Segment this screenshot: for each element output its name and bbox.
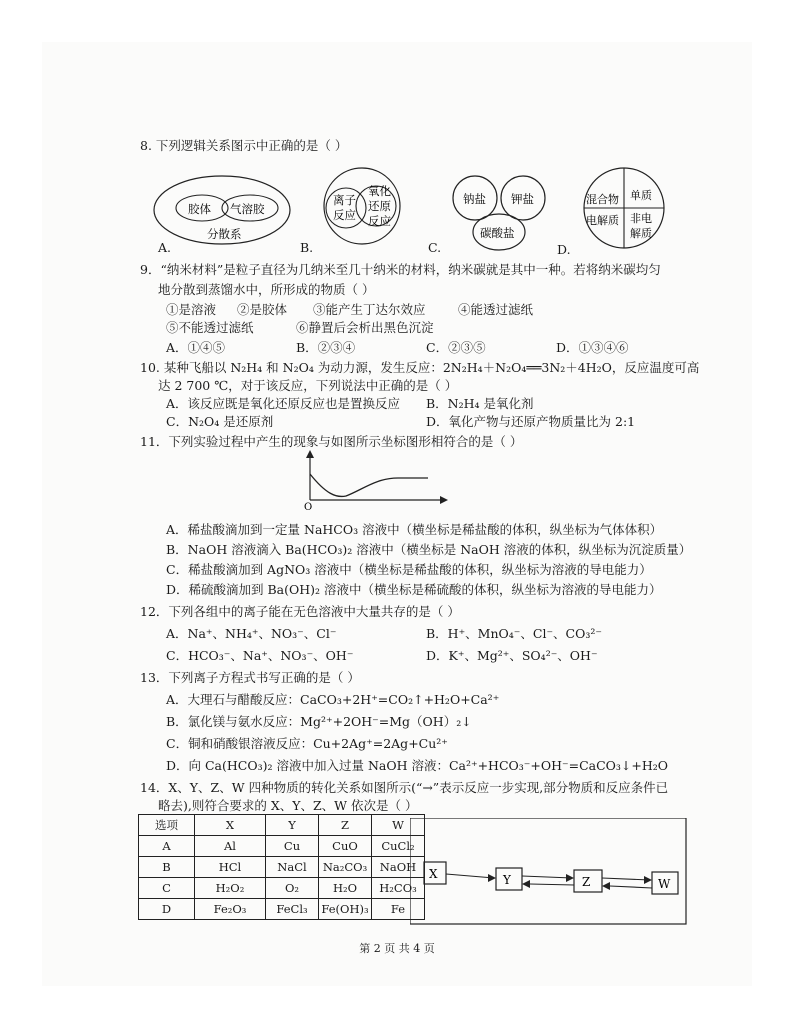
q13-option-b: B．氯化镁与氨水反应：Mg²⁺+2OH⁻=Mg（OH）₂↓ <box>166 714 472 729</box>
q13-stem: 13．下列离子方程式书写正确的是（ ） <box>140 670 360 685</box>
table-cell: B <box>139 857 195 878</box>
q8-c-circle1: 钠盐 <box>463 192 486 206</box>
q9-opt1: ①是溶液 <box>166 302 217 317</box>
table-cell: Cu <box>266 836 319 857</box>
table-row <box>139 857 425 878</box>
q11-option-d: D．稀硫酸滴加到 Ba(OH)₂ 溶液中（横坐标是稀硫酸的体积，纵坐标为溶液的导电能力） <box>166 582 662 597</box>
table-cell: NaOH <box>372 857 425 878</box>
q11-stem: 11．下列实验过程中产生的现象与如图所示坐标图形相符合的是（ ） <box>140 434 523 449</box>
q8-d-top-right: 单质 <box>630 189 652 202</box>
q10-line2: 达 2 700 ℃，对于该反应，下列说法中正确的是（ ） <box>158 378 458 393</box>
q8-c-circle2: 钾盐 <box>511 192 534 206</box>
q8-d-top-left: 混合物 <box>586 193 619 206</box>
page-footer: 第 2 页 共 4 页 <box>359 942 435 955</box>
q11-option-a: A．稀盐酸滴加到一定量 NaHCO₃ 溶液中（横坐标是稀盐酸的体积，纵坐标为气体体积） <box>166 522 663 537</box>
q8-b-right-1: 氧化 <box>368 184 391 198</box>
q13-option-c: C．铜和硝酸银溶液反应：Cu+2Ag⁺=2Ag+Cu²⁺ <box>166 736 448 751</box>
q9-line2: 地分散到蒸馏水中，所形成的物质（ ） <box>158 282 375 297</box>
q8-a-inner1: 胶体 <box>188 202 211 216</box>
table-row <box>139 878 425 899</box>
q12-option-b: B．H⁺、MnO₄⁻、Cl⁻、CO₃²⁻ <box>426 626 602 641</box>
table-header-cell: Z <box>319 815 372 836</box>
q14-line2: 略去),则符合要求的 X、Y、Z、W 依次是（ ） <box>158 798 418 813</box>
table-header-cell: 选项 <box>139 815 195 836</box>
q9-option-c: C．②③⑤ <box>426 340 486 355</box>
table-cell: Al <box>195 836 266 857</box>
q8-option-c-diagram <box>445 172 555 254</box>
table-cell: Na₂CO₃ <box>319 857 372 878</box>
q8-d-bottom-left: 电解质 <box>586 214 619 227</box>
table-cell: Fe(OH)₃ <box>319 899 372 920</box>
table-cell: H₂CO₃ <box>372 878 425 899</box>
q11-option-c: C．稀盐酸滴加到 AgNO₃ 溶液中（横坐标是稀盐酸的体积，纵坐标为溶液的导电能力） <box>166 562 652 577</box>
table-cell: FeCl₃ <box>266 899 319 920</box>
q9-opt4: ④能透过滤纸 <box>458 302 534 317</box>
q8-option-c-letter: C. <box>428 240 442 255</box>
table-header-cell: X <box>195 815 266 836</box>
q9-option-d: D．①③④⑥ <box>556 340 629 355</box>
q9-opt3: ③能产生丁达尔效应 <box>313 302 426 317</box>
table-cell: A <box>139 836 195 857</box>
q11-option-b: B．NaOH 溶液滴入 Ba(HCO₃)₂ 溶液中（横坐标是 NaOH 溶液的体积，纵坐标为沉淀质量） <box>166 542 692 557</box>
q14-options-table <box>138 814 425 920</box>
q9-opt5: ⑤不能透过滤纸 <box>166 320 254 335</box>
table-header-cell: Y <box>266 815 319 836</box>
q8-option-d-letter: D. <box>557 242 571 257</box>
q12-stem: 12．下列各组中的离子能在无色溶液中大量共存的是（ ） <box>140 604 460 619</box>
q8-option-d-diagram <box>580 166 670 250</box>
q8-c-circle3: 碳酸盐 <box>480 226 515 240</box>
q9-opt2: ②是胶体 <box>237 302 288 317</box>
q8-b-left-1: 离子 <box>333 193 356 207</box>
q8-stem: 8. 下列逻辑关系图示中正确的是（ ） <box>140 138 348 153</box>
q9-option-a: A．①④⑤ <box>166 340 226 355</box>
table-cell: CuO <box>319 836 372 857</box>
node-x-label: X <box>429 867 438 881</box>
table-row <box>139 899 425 920</box>
table-cell: H₂O₂ <box>195 878 266 899</box>
q8-a-outer: 分散系 <box>207 227 242 241</box>
q10-option-b: B．N₂H₄ 是氧化剂 <box>426 396 534 411</box>
table-cell: O₂ <box>266 878 319 899</box>
q13-option-d: D．向 Ca(HCO₃)₂ 溶液中加入过量 NaOH 溶液：Ca²⁺+HCO₃⁻+OH⁻=CaCO₃↓+H₂O <box>166 758 669 773</box>
q8-option-a-letter: A. <box>158 240 172 255</box>
node-y-label: Y <box>503 873 511 887</box>
q12-option-c: C．HCO₃⁻、Na⁺、NO₃⁻、OH⁻ <box>166 648 354 663</box>
table-row <box>139 836 425 857</box>
q11-origin-label: O <box>304 502 313 512</box>
table-cell: D <box>139 899 195 920</box>
q10-option-d: D．氧化产物与还原产物质量比为 2:1 <box>426 414 636 429</box>
q12-option-a: A．Na⁺、NH₄⁺、NO₃⁻、Cl⁻ <box>166 626 337 641</box>
q8-option-b-diagram <box>318 166 408 246</box>
q8-d-bottom-right-2: 解质 <box>630 227 652 240</box>
q9-line1: 9．“纳米材料”是粒子直径为几纳米至几十纳米的材料，纳米碳就是其中一种。若将纳米碳均匀 <box>140 262 661 277</box>
table-cell: NaCl <box>266 857 319 878</box>
node-z-label: Z <box>582 875 591 889</box>
q10-option-a: A．该反应既是氧化还原反应也是置换反应 <box>166 396 401 411</box>
table-cell: Fe <box>372 899 425 920</box>
table-header-cell: W <box>372 815 425 836</box>
q13-option-a: A．大理石与醋酸反应：CaCO₃+2H⁺=CO₂↑+H₂O+Ca²⁺ <box>166 692 500 707</box>
table-header-row <box>139 815 425 836</box>
q8-option-b-letter: B. <box>300 240 314 255</box>
table-cell: H₂O <box>319 878 372 899</box>
q8-b-right-2: 还原 <box>368 199 391 213</box>
q14-conversion-diagram <box>410 818 690 928</box>
table-cell: CuCl₂ <box>372 836 425 857</box>
q8-b-left-2: 反应 <box>333 208 356 222</box>
q14-line1: 14．X、Y、Z、W 四种物质的转化关系如图所示(“→”表示反应一步实现,部分物质和反应条件已 <box>140 780 669 795</box>
q8-d-bottom-right-1: 非电 <box>630 212 652 225</box>
q12-option-d: D．K⁺、Mg²⁺、SO₄²⁻、OH⁻ <box>426 648 598 663</box>
q10-option-c: C．N₂O₄ 是还原剂 <box>166 414 274 429</box>
node-w-label: W <box>658 877 671 891</box>
table-cell: HCl <box>195 857 266 878</box>
table-cell: C <box>139 878 195 899</box>
q10-line1: 10. 某种飞船以 N₂H₄ 和 N₂O₄ 为动力源，发生反应：2N₂H₄＋N₂O₄══3N₂＋4H₂O，反应温度可高 <box>140 360 700 375</box>
q9-opt6: ⑥静置后会析出黑色沉淀 <box>296 320 434 335</box>
table-cell: Fe₂O₃ <box>195 899 266 920</box>
q8-b-right-3: 反应 <box>368 214 391 228</box>
q9-option-b: B．②③④ <box>296 340 356 355</box>
q8-a-inner2: 气溶胶 <box>230 202 265 216</box>
q11-graph <box>300 450 450 512</box>
q8-option-a-diagram <box>150 168 298 248</box>
